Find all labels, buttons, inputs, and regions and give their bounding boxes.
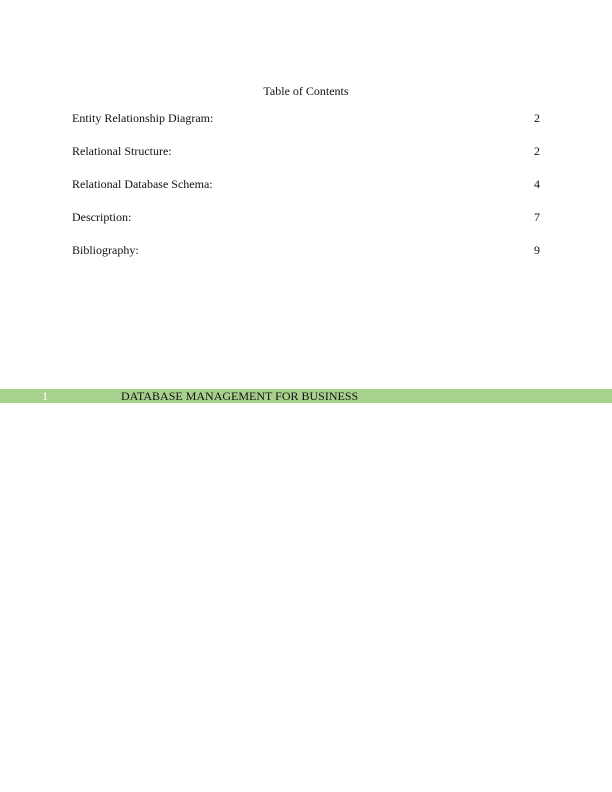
toc-list (72, 110, 540, 275)
toc-entry-page-number: 9 (534, 243, 540, 257)
toc-entry-page-number: 4 (534, 177, 540, 191)
toc-entry-page-number: 2 (534, 111, 540, 125)
toc-entry-label: Bibliography: (72, 243, 139, 257)
toc-title: Table of Contents (263, 84, 349, 98)
toc-entry-relational-database-schema[interactable] (72, 176, 540, 209)
toc-entry-label: Relational Database Schema: (72, 177, 213, 191)
header-running-title: DATABASE MANAGEMENT FOR BUSINESS (121, 389, 359, 403)
toc-entry-page-number: 2 (534, 144, 540, 158)
page-header-band (0, 389, 612, 403)
toc-entry-page-number: 7 (534, 210, 540, 224)
toc-entry-relational-structure[interactable] (72, 143, 540, 176)
toc-entry-bibliography[interactable] (72, 242, 540, 275)
toc-entry-description[interactable] (72, 209, 540, 242)
header-page-number: 1 (42, 389, 48, 403)
toc-entry-entity-relationship-diagram[interactable] (72, 110, 540, 143)
toc-entry-label: Description: (72, 210, 132, 224)
toc-entry-label: Relational Structure: (72, 144, 172, 158)
toc-entry-label: Entity Relationship Diagram: (72, 111, 214, 125)
